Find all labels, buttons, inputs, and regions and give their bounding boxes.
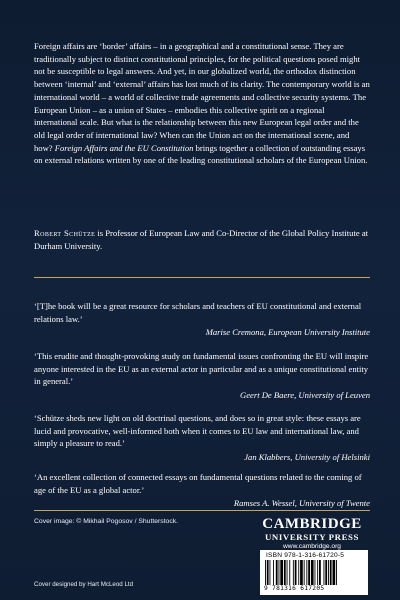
publisher-logo bbox=[256, 517, 368, 551]
quote-attribution: Jan Klabbers, University of Helsinki bbox=[244, 451, 370, 462]
quote-attribution: Marise Cremona, European University Institute bbox=[205, 327, 370, 337]
divider-bottom bbox=[34, 510, 370, 511]
cover-design-credit: Cover designed by Hart McLeod Ltd bbox=[34, 581, 134, 588]
author-bio bbox=[34, 227, 370, 252]
book-description bbox=[34, 40, 370, 167]
review-quote-1 bbox=[34, 300, 370, 339]
quote-text: ‘[T]he book will be a great resource for scholars and teachers of EU constitutional and external relations law.’ bbox=[34, 301, 362, 324]
review-quote-2 bbox=[34, 350, 370, 401]
description-text-part2: brings together a collection of outstanding essays on external relations written by one of the leading constitutional scholars of the European Union. bbox=[34, 142, 368, 166]
publisher-subtitle: UNIVERSITY PRESS bbox=[264, 532, 360, 542]
description-text-part1: Foreign affairs are ‘border’ affairs – in a geographical and a constitutional sense. They are traditionally subject to distinct constitutional principles, for the political questions posed might not be susceptible to legal answers. And yet, in our globalized world, the orthodox distinction between ‘internal’ and ‘external’ affairs has lost much of its clarity. The contemporary world is an international world – a world of collective trade agreements and collective security systems. The European Union – as a union of States – embodies this collective spirit on a regional international scale. But what is the relationship between this new European legal order and the old legal order of international law? When can the Union act on the international scene, and how? bbox=[34, 41, 370, 153]
author-bio-text: is Professor of European Law and Co-Director of the Global Policy Institute at Durham University. bbox=[34, 228, 369, 251]
author-name: Robert Schütze bbox=[34, 228, 96, 238]
quote-attribution: Geert De Baere, University of Leuven bbox=[240, 389, 370, 400]
barcode-icon bbox=[265, 560, 363, 585]
quote-attribution: Ramses A. Wessel, University of Twente bbox=[233, 498, 370, 508]
review-quote-4 bbox=[34, 471, 370, 510]
cover-image-credit: Cover image: © Mikhail Pogosov / Shutterstock. bbox=[34, 518, 179, 525]
quote-text: ‘This erudite and thought-provoking study on fundamental issues confronting the EU will inspire anyone interested in the EU as an external actor in particular and as a unique constitutional entity in general.’ bbox=[34, 351, 369, 386]
isbn-barcode-panel bbox=[260, 550, 368, 595]
review-quote-3 bbox=[34, 412, 370, 463]
book-title-italic: Foreign Affairs and the EU Constitution bbox=[54, 142, 194, 153]
isbn-number: ISBN 978-1-316-61720-5 bbox=[266, 552, 345, 559]
publisher-url: www.cambridge.org bbox=[283, 543, 341, 550]
publisher-name: CAMBRIDGE bbox=[262, 516, 362, 532]
divider-top bbox=[34, 277, 370, 278]
cover-footer bbox=[34, 515, 370, 595]
quote-text: ‘An excellent collection of connected essays on fundamental questions related to the coming of age of the EU as a global actor.’ bbox=[34, 472, 362, 495]
barcode-digits: 9 781316 617205 bbox=[264, 585, 325, 592]
quote-text: ‘Schütze sheds new light on old doctrinal questions, and does so in great style: these essays are lucid and provocative, well-informed both when it comes to EU law and international law, and simply a pleasure to read.’ bbox=[34, 413, 361, 448]
